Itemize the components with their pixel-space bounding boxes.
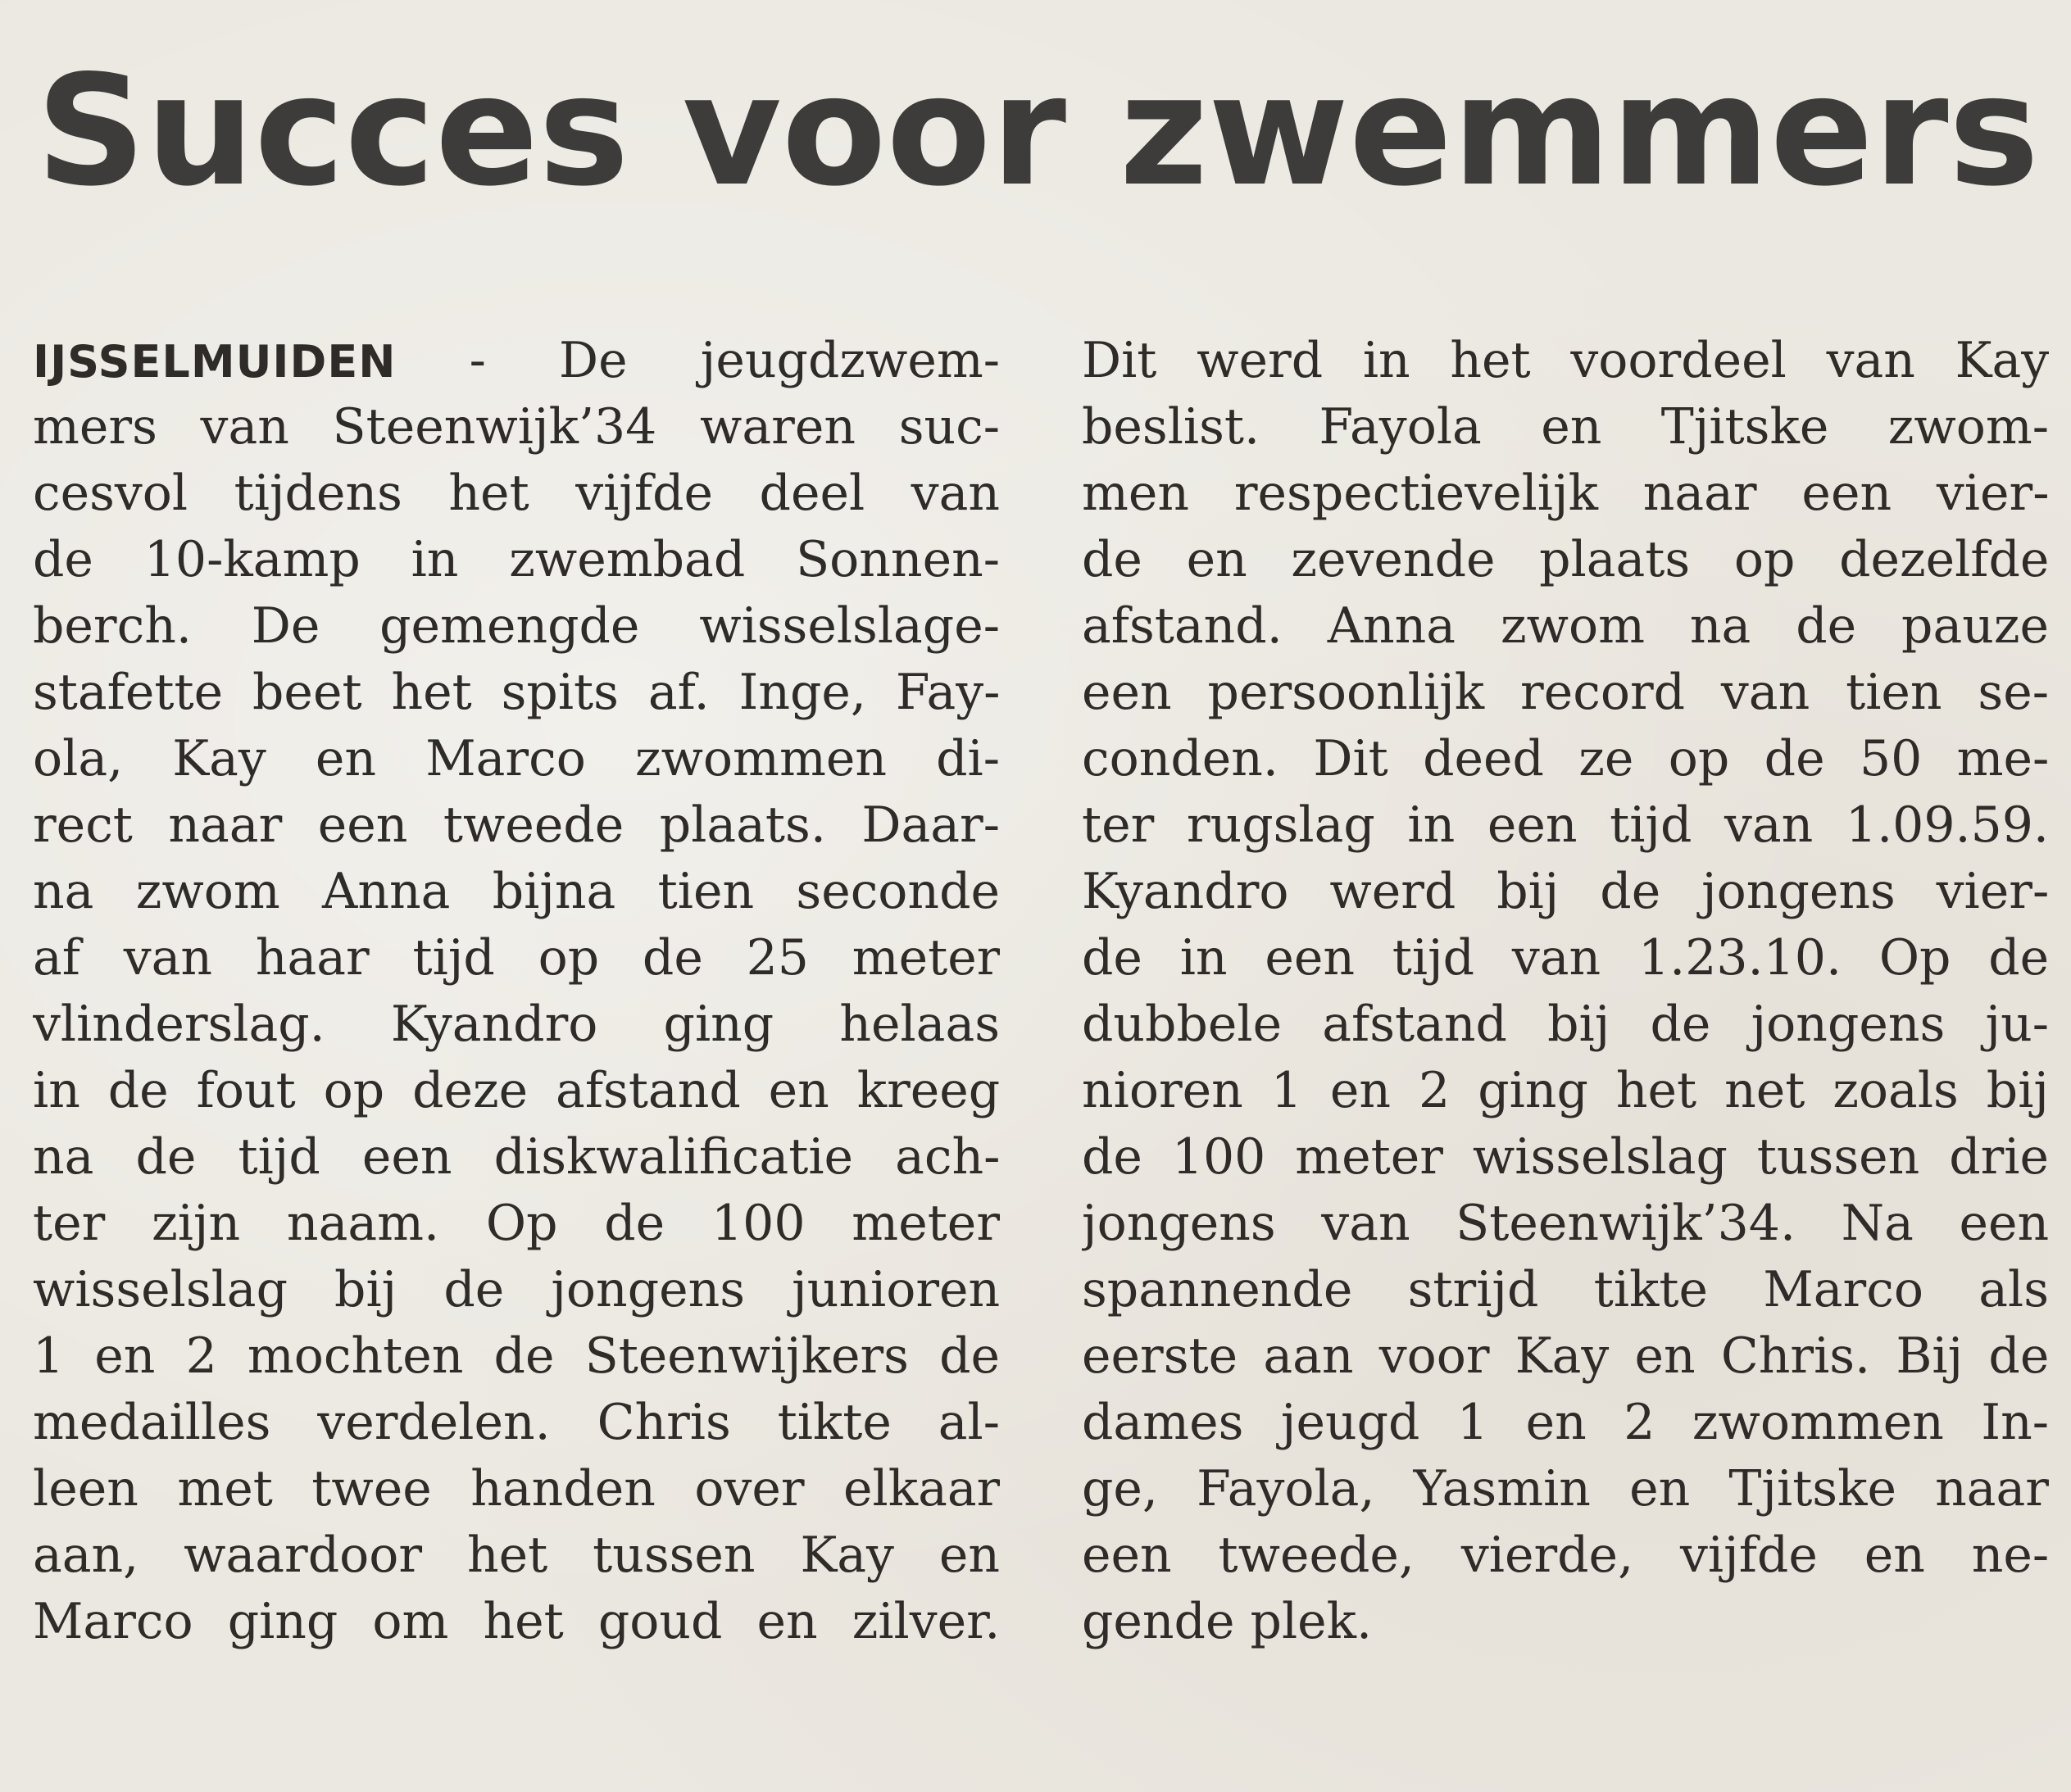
body-line: men respectievelijk naar een vier- [1082,465,2049,522]
body-line: medailles verdelen. Chris tikte al- [33,1394,1000,1451]
body-line: mers van Steenwijk’34 waren suc- [33,398,1000,456]
body-line: stafette beet het spits af. Inge, Fay- [33,664,1000,721]
body-line: berch. De gemengde wisselslage- [33,597,1000,655]
body-line: de in een tijd van 1.23.10. Op de [1082,929,2049,987]
body-line: eerste aan voor Kay en Chris. Bij de [1082,1327,2049,1385]
body-line: een tweede, vierde, vijfde en ne- [1082,1527,2049,1584]
body-line: ter zijn naam. Op de 100 meter [33,1195,1000,1252]
body-line: 1 en 2 mochten de Steenwijkers de [33,1327,1000,1385]
body-line: na de tijd een diskwalificatie ach- [33,1128,1000,1186]
body-line: beslist. Fayola en Tjitske zwom- [1082,398,2049,456]
body-line: af van haar tijd op de 25 meter [33,929,1000,987]
body-line: leen met twee handen over elkaar [33,1460,1000,1518]
body-line: Kyandro werd bij de jongens vier- [1082,863,2049,920]
body-line: jongens van Steenwijk’34. Na een [1082,1195,2049,1252]
body-line: cesvol tijdens het vijfde deel van [33,465,1000,522]
body-line: in de fout op deze afstand en kreeg [33,1062,1000,1119]
body-line: ola, Kay en Marco zwommen di- [33,730,1000,787]
body-line: vlinderslag. Kyandro ging helaas [33,996,1000,1053]
body-line: gende plek. [1082,1593,1373,1650]
body-line: wisselslag bij de jongens junioren [33,1261,1000,1318]
body-line [33,328,1000,394]
body-line: nioren 1 en 2 ging het net zoals bij [1082,1062,2049,1119]
body-line: ge, Fayola, Yasmin en Tjitske naar [1082,1460,2049,1518]
article-column-left [33,328,1000,1655]
dateline: IJSSELMUIDEN [33,336,397,388]
body-line: de en zevende plaats op dezelfde [1082,531,2049,588]
body-line: Dit werd in het voordeel van Kay [1082,332,2049,389]
article-column-right [1082,328,2049,1655]
body-line: dames jeugd 1 en 2 zwommen In- [1082,1394,2049,1451]
headline: Succes voor zwemmers [36,42,2040,220]
body-line: Marco ging om het goud en zilver. [33,1593,1000,1650]
body-line: de 100 meter wisselslag tussen drie [1082,1128,2049,1186]
body-line: na zwom Anna bijna tien seconde [33,863,1000,920]
body-line: ter rugslag in een tijd van 1.09.59. [1082,796,2049,854]
body-line: aan, waardoor het tussen Kay en [33,1527,1000,1584]
body-line: afstand. Anna zwom na de pauze [1082,597,2049,655]
body-line: dubbele afstand bij de jongens ju- [1082,996,2049,1053]
body-line: conden. Dit deed ze op de 50 me- [1082,730,2049,787]
body-line: een persoonlijk record van tien se- [1082,664,2049,721]
body-line: de 10-kamp in zwembad Sonnen- [33,531,1000,588]
body-line: spannende strijd tikte Marco als [1082,1261,2049,1318]
body-line-text: - De jeugdzwem- [469,332,1000,389]
body-line: rect naar een tweede plaats. Daar- [33,796,1000,854]
